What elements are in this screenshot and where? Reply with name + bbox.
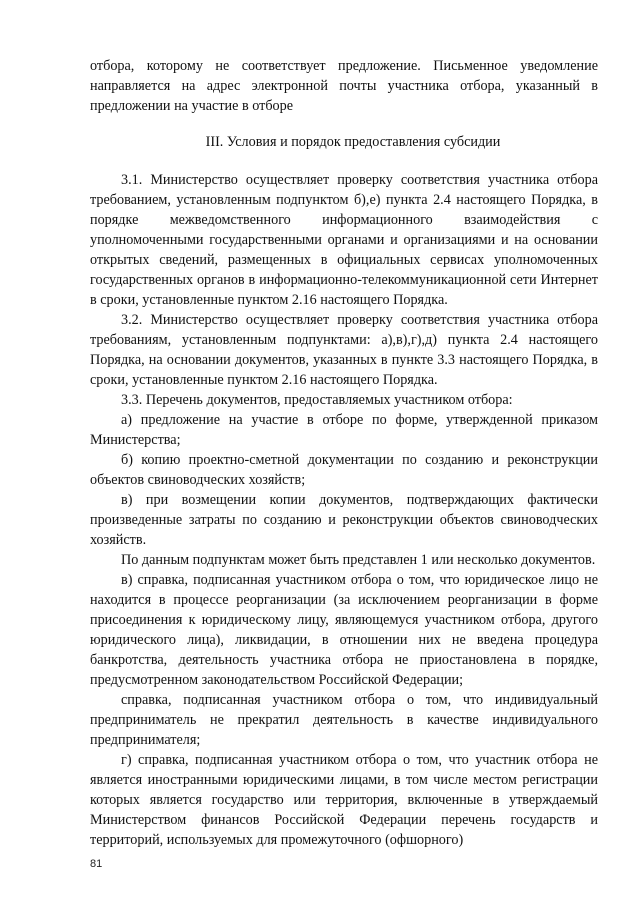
list-item-v-copies: в) при возмещении копии документов, подтверждающих фактически произведенные затраты по созданию и реконструкции объектов свиноводческих хозяйств. — [90, 492, 598, 548]
list-item-a: а) предложение на участие в отборе по форме, утвержденной приказом Министерства; — [90, 412, 598, 448]
list-item-entrepreneur: справка, подписанная участником отбора о том, что индивидуальный предприниматель не прекратил деятельность в качестве индивидуального предпринимателя; — [90, 692, 598, 748]
page-number: 81 — [90, 858, 103, 870]
documents-note: По данным подпунктам может быть представлен 1 или несколько документов. — [121, 552, 596, 568]
document-body — [90, 56, 598, 850]
paragraph-3-2: 3.2. Министерство осуществляет проверку соответствия участника отбора требованиям, установленным подпунктами: а),в),г),д) пункта 2.4 настоящего Порядка, на основании документов, указанных в пункте 3.3 настоящего Порядка, в сроки, установленные пунктом 2.16 настоящего Порядка. — [90, 312, 598, 388]
section-title: III. Условия и порядок предоставления субсидии — [205, 134, 501, 150]
list-item-v-legal-entity: в) справка, подписанная участником отбора о том, что юридическое лицо не находится в процессе реорганизации (за исключением реорганизации в форме присоединения к юридическому лицу, являющемуся участником отбора, другого юридического лица), ликвидации, в отношении них не введена процедура банкротства, деятельность участника отбора не приостановлена в порядке, предусмотренном законодательством Российской Федерации; — [90, 572, 598, 688]
paragraph-3-1: 3.1. Министерство осуществляет проверку соответствия участника отбора требованием, установленным подпунктом б),е) пункта 2.4 настоящего Порядка, в порядке межведомственного информационного взаимодействия с уполномоченными государственными органами и организациями и на основании открытых сведений, размещенных в официальных сервисах уполномоченных государственных органов в информационно-телекоммуникационной сети Интернет в сроки, установленные пунктом 2.16 настоящего Порядка. — [90, 172, 598, 308]
paragraph-3-3: 3.3. Перечень документов, предоставляемых участником отбора: — [121, 392, 513, 408]
list-item-g: г) справка, подписанная участником отбора о том, что участник отбора не является иностранными юридическими лицами, в том числе местом регистрации которых является государство или территория, включенные в утверждаемый Министерством финансов Российской Федерации перечень государств и территорий, используемых для промежуточного (офшорного) — [90, 752, 598, 848]
list-item-b: б) копию проектно-сметной документации по созданию и реконструкции объектов свиноводческих хозяйств; — [90, 452, 598, 488]
intro-paragraph: отбора, которому не соответствует предложение. Письменное уведомление направляется на адрес электронной почты участника отбора, указанный в предложении на участие в отборе — [90, 58, 598, 114]
